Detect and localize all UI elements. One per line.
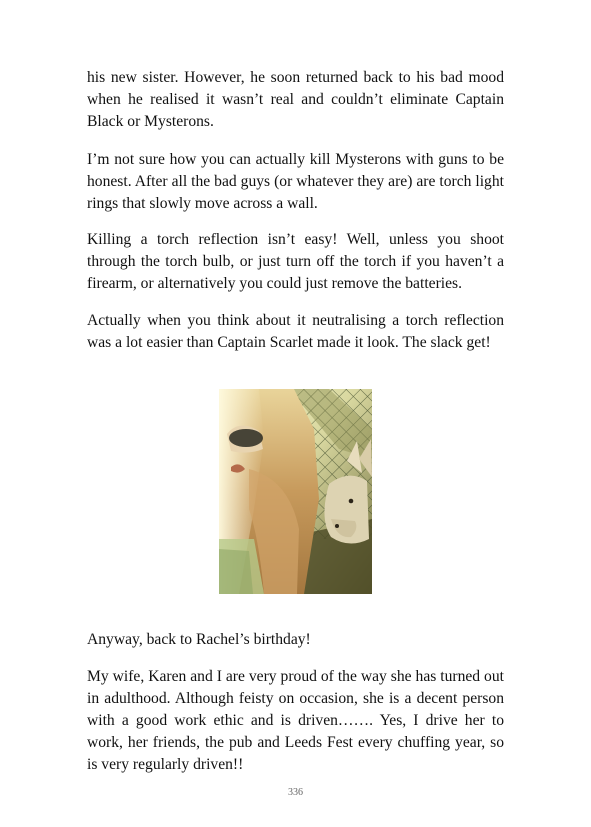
paragraph-4: Actually when you think about it neutralising a torch reflection was a lot easier than Captain Scarlet made it look. The slack get! — [87, 312, 504, 351]
page-number: 336 — [288, 787, 303, 798]
paragraph-6: My wife, Karen and I are very proud of the way she has turned out in adulthood. Although feisty on occasion, she is a decent person with a good work ethic and is driven……. Yes, I drive her to work, her friends, the pub and Leeds Fest every chuffing year, so is very regularly driven!! — [87, 668, 504, 773]
photo-image — [219, 389, 372, 594]
paragraph-3: Killing a torch reflection isn’t easy! Well, unless you shoot through the torch bulb, or just turn off the torch if you haven’t a firearm, or alternatively you could just remove the batteries. — [87, 231, 504, 292]
paragraph-5: Anyway, back to Rachel’s birthday! — [87, 631, 311, 648]
paragraph-2: I’m not sure how you can actually kill Mysterons with guns to be honest. After all the bad guys (or whatever they are) are torch light rings that slowly move across a wall. — [87, 151, 504, 212]
paragraph-1: his new sister. However, he soon returned back to his bad mood when he realised it wasn’t real and couldn’t eliminate Captain Black or Mysterons. — [87, 69, 504, 130]
photo-woman-with-kangaroo — [219, 389, 372, 594]
